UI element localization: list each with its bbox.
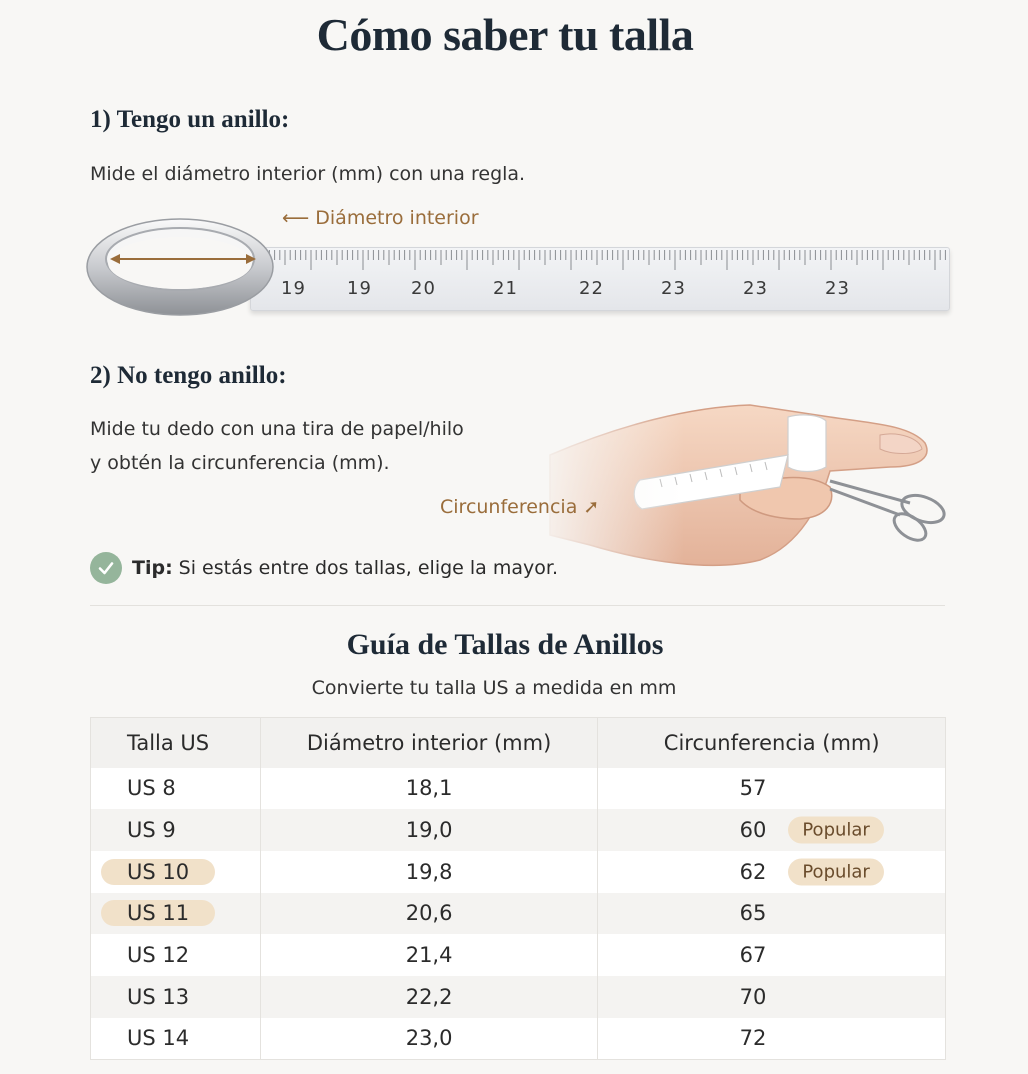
table-row — [91, 809, 946, 851]
column-header-us-size: Talla US — [127, 730, 210, 755]
ruler-illustration — [80, 195, 960, 325]
ruler — [250, 247, 950, 311]
ruler-number: 20 — [411, 278, 436, 299]
circumference-cell: 67 — [739, 943, 767, 968]
section-heading-ring: 1) Tengo un anillo: — [90, 106, 290, 133]
diameter-cell: 19,8 — [260, 851, 598, 893]
guide-title: Guía de Tallas de Anillos — [346, 628, 664, 661]
us-size-cell: US 9 — [127, 818, 176, 843]
table-row — [91, 976, 946, 1018]
column-header-diameter: Diámetro interior (mm) — [260, 718, 598, 768]
ring-icon — [80, 195, 300, 325]
popular-badge: Popular — [788, 858, 884, 885]
check-circle-icon — [90, 552, 122, 584]
diameter-label: ⟵ Diámetro interior — [282, 207, 479, 229]
ruler-number: 22 — [579, 278, 604, 299]
circumference-cell: 65 — [739, 901, 767, 926]
diameter-cell: 21,4 — [260, 934, 598, 976]
page-title: Cómo saber tu talla — [316, 9, 694, 60]
finger-measure-illustration — [530, 395, 970, 580]
section-text-ring: Mide el diámetro interior (mm) con una regla. — [90, 163, 526, 185]
text-line: y obtén la circunferencia (mm). — [90, 452, 390, 474]
table-row — [91, 934, 946, 976]
diameter-cell: 23,0 — [260, 1018, 598, 1060]
us-size-cell: US 8 — [127, 776, 176, 801]
us-size-cell: US 14 — [127, 1026, 190, 1051]
ruler-number: 23 — [825, 278, 850, 299]
us-size-cell: US 12 — [127, 943, 190, 968]
us-size-cell: US 13 — [127, 984, 190, 1009]
divider — [90, 605, 945, 606]
circumference-label: Circunferencia ➚ — [440, 496, 600, 518]
section-heading-no-ring: 2) No tengo anillo: — [90, 362, 287, 389]
guide-subtitle: Convierte tu talla US a medida en mm — [311, 677, 677, 699]
circumference-cell: 72 — [739, 1026, 767, 1051]
section-text-no-ring — [90, 412, 530, 480]
us-size-cell: US 11 — [101, 900, 215, 926]
circumference-cell: 57 — [739, 776, 767, 801]
ruler-number: 23 — [743, 278, 768, 299]
ruler-number: 23 — [661, 278, 686, 299]
ruler-ticks — [251, 248, 951, 270]
us-size-cell: US 10 — [101, 859, 215, 885]
table-row — [91, 893, 946, 935]
ruler-number: 19 — [281, 278, 306, 299]
tip-label: Tip: — [132, 557, 173, 579]
column-header-circumference: Circunferencia (mm) — [598, 718, 946, 768]
table-row — [91, 851, 946, 893]
diameter-cell: 18,1 — [260, 768, 598, 810]
diameter-cell: 22,2 — [260, 976, 598, 1018]
diameter-cell: 20,6 — [260, 893, 598, 935]
popular-badge: Popular — [788, 817, 884, 844]
ruler-number: 19 — [347, 278, 372, 299]
text-line: Mide tu dedo con una tira de papel/hilo — [90, 418, 464, 440]
table-body — [91, 768, 946, 1060]
table-header-row — [91, 718, 946, 768]
ruler-number: 21 — [493, 278, 518, 299]
circumference-cell: 70 — [739, 984, 767, 1009]
diameter-cell: 19,0 — [260, 809, 598, 851]
circumference-cell: 60 — [739, 818, 767, 843]
tip-text: Si estás entre dos tallas, elige la mayor. — [178, 557, 558, 579]
tip-callout — [90, 552, 558, 584]
circumference-cell: 62 — [739, 859, 767, 884]
table-row — [91, 1018, 946, 1060]
table-row — [91, 768, 946, 810]
size-table — [90, 717, 946, 1060]
